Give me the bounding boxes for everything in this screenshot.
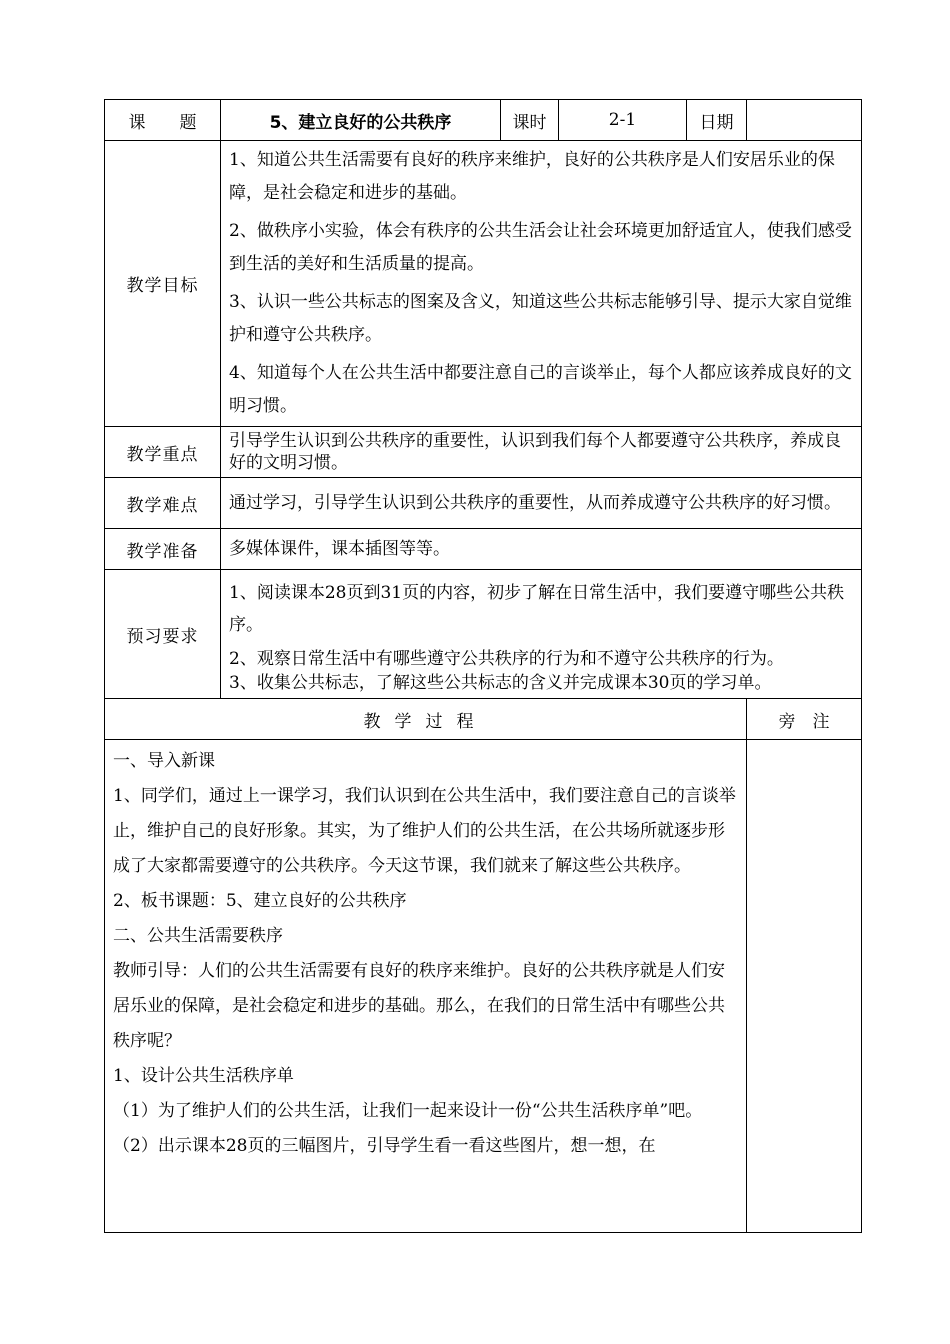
- objective-item: 1、知道公共生活需要有良好的秩序来维护，良好的公共秩序是人们安居乐业的保障，是社会稳定和进步的基础。: [229, 150, 835, 203]
- process-line: 教师引导：人们的公共生活需要有良好的秩序来维护。良好的公共秩序就是人们安居乐业的保障，是社会稳定和进步的基础。那么，在我们的日常生活中有哪些公共秩序呢？: [113, 961, 725, 1051]
- key-points-label: 教学重点: [105, 427, 221, 478]
- preview-item: 2、观察日常生活中有哪些遵守公共秩序的行为和不遵守公共秩序的行为。: [229, 648, 784, 669]
- hours-value: 2-1: [559, 100, 687, 141]
- date-value: [747, 100, 862, 141]
- process-line: 2、板书课题：5、建立良好的公共秩序: [113, 891, 407, 911]
- process-content: [105, 740, 747, 1233]
- lesson-plan-table: [104, 99, 862, 1233]
- notes-cell: [747, 740, 862, 1233]
- preview-content: [221, 570, 862, 699]
- preview-item: 3、收集公共标志，了解这些公共标志的含义并完成课本30页的学习单。: [229, 672, 772, 693]
- difficulties-row: [105, 478, 862, 529]
- notes-heading: 旁 注: [747, 699, 862, 740]
- objective-item: 4、知道每个人在公共生活中都要注意自己的言谈举止，每个人都应该养成良好的文明习惯。: [229, 363, 852, 416]
- preview-item: 1、阅读课本28页到31页的内容，初步了解在日常生活中，我们要遵守哪些公共秩序。: [229, 582, 845, 635]
- preparation-label: 教学准备: [105, 529, 221, 570]
- key-points-text: 引导学生认识到公共秩序的重要性，认识到我们每个人都要遵守公共秩序，养成良好的文明习惯。: [221, 427, 862, 478]
- process-line: （1）为了维护人们的公共生活，让我们一起来设计一份“公共生活秩序单”吧。: [113, 1101, 703, 1121]
- preview-label: 预习要求: [105, 570, 221, 699]
- difficulties-label: 教学难点: [105, 478, 221, 529]
- date-label: 日期: [687, 100, 747, 141]
- preparation-text: 多媒体课件，课本插图等等。: [221, 529, 862, 570]
- preview-row: [105, 570, 862, 699]
- key-points-row: [105, 427, 862, 478]
- difficulties-text: 通过学习，引导学生认识到公共秩序的重要性，从而养成遵守公共秩序的好习惯。: [221, 478, 862, 529]
- process-header-row: [105, 699, 862, 740]
- objectives-row: [105, 141, 862, 427]
- objectives-content: [221, 141, 862, 427]
- lesson-title: 5、建立良好的公共秩序: [221, 100, 501, 141]
- objective-item: 3、认识一些公共标志的图案及含义，知道这些公共标志能够引导、提示大家自觉维护和遵守公共秩序。: [229, 292, 852, 345]
- process-line: （2）出示课本28页的三幅图片，引导学生看一看这些图片，想一想，在: [113, 1136, 656, 1156]
- topic-label: 课 题: [105, 100, 221, 141]
- objective-item: 2、做秩序小实验，体会有秩序的公共生活会让社会环境更加舒适宜人，使我们感受到生活的美好和生活质量的提高。: [229, 221, 852, 274]
- objectives-label: 教学目标: [105, 141, 221, 427]
- process-heading: 教学过程: [105, 699, 747, 740]
- process-line: 一、导入新课: [113, 751, 215, 771]
- process-line: 二、公共生活需要秩序: [113, 926, 283, 946]
- process-row: [105, 740, 862, 1233]
- process-line: 1、设计公共生活秩序单: [113, 1066, 294, 1086]
- header-row: [105, 100, 862, 141]
- preparation-row: [105, 529, 862, 570]
- hours-label: 课时: [501, 100, 559, 141]
- process-line: 1、同学们，通过上一课学习，我们认识到在公共生活中，我们要注意自己的言谈举止，维护自己的良好形象。其实，为了维护人们的公共生活，在公共场所就逐步形成了大家都需要遵守的公共秩序。今天这节课，我们就来了解这些公共秩序。: [113, 786, 736, 876]
